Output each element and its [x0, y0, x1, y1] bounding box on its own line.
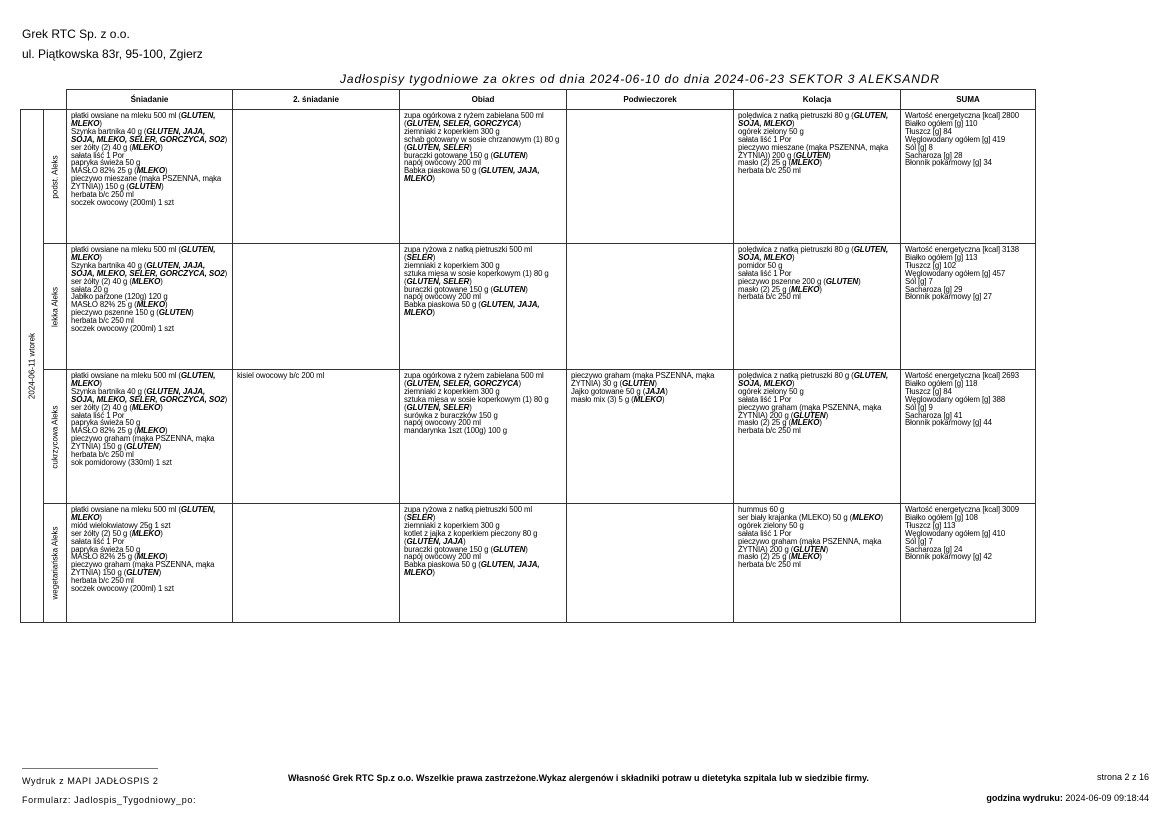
meal-cell-kolacja [734, 244, 901, 370]
meal-text: ) [164, 300, 168, 310]
allergen-text: MLEKO [136, 300, 165, 310]
page-number: strona 2 z 16 [1096, 772, 1149, 782]
meal-cell-podwieczorek [567, 504, 734, 623]
meal-text: ) [792, 378, 795, 388]
meal-text: ) [819, 418, 822, 428]
meal-cell-drugie [233, 504, 400, 623]
allergen-text: MLEKO [131, 528, 161, 538]
allergen-text: GLUTEN [128, 182, 162, 192]
allergen-text: GLUTEN [158, 308, 192, 318]
col-header-kolacja: Kolacja [734, 90, 901, 110]
meal-text: Sól [g] 7 [905, 536, 933, 546]
meal-text: sok pomidorowy (330ml) 1 szt [71, 457, 172, 467]
meal-text: ) [792, 118, 795, 128]
meal-text: polędwica z natką pietruszki 80 g ( [738, 111, 854, 120]
meal-text: ) [191, 308, 194, 318]
meal-text: ) [654, 378, 657, 388]
company-header [22, 24, 203, 64]
meal-text: Sól [g] 9 [905, 402, 933, 412]
meal-text: płatki owsiane na mleku 500 ml ( [71, 111, 181, 120]
allergen-text: GLUTEN, MLEKO [71, 505, 216, 522]
meal-text: ) [432, 252, 436, 262]
meal-text: ) [880, 512, 884, 522]
weekly-menu-table [20, 89, 1036, 623]
meal-text: ) [99, 252, 102, 262]
meal-cell-obiad [400, 110, 567, 244]
meal-text: Białko ogółem [g] 118 [905, 378, 978, 388]
meal-text: ) [224, 394, 228, 404]
meal-cell-obiad [400, 370, 567, 504]
meal-text: papryka świeża 50 g [71, 158, 141, 168]
meal-text: ) [469, 276, 472, 286]
meal-text: kisiel owocowy b/c 200 ml [237, 371, 325, 380]
meal-text: ) [819, 552, 822, 562]
meal-text: ) [432, 568, 435, 578]
allergen-text: MLEKO [791, 552, 820, 562]
meal-text: ) [662, 394, 665, 404]
meal-text: Szynka bartnika 40 g ( [71, 126, 147, 136]
document-title: Jadłospisy tygodniowe za okres od dnia 2024-06-10 do dnia 2024-06-23 SEKTOR 3 ALEKSANDR [340, 72, 940, 86]
meal-text: masło (2) 25 g ( [738, 418, 791, 428]
allergen-text: MLEKO [131, 142, 161, 152]
allergen-text: MLEKO [633, 394, 663, 404]
allergen-text: GLUTEN, JAJA [406, 536, 464, 546]
meal-text: ) [160, 528, 163, 538]
meal-text: ) [825, 410, 829, 420]
meal-text: ) [224, 268, 228, 278]
allergen-text: GLUTEN [793, 410, 826, 420]
allergen-text: GLUTEN, JAJA, MLEKO [404, 560, 540, 578]
allergen-text: GLUTEN, JAJA, SOJA, MLEKO, SELER, GORCZYCA, SO2 [71, 386, 225, 404]
meal-text: Wartość energetyczna [kcal] 3138 [905, 245, 1019, 254]
meal-text: Błonnik pokarmowy [g] 42 [905, 552, 992, 562]
meal-text: herbata b/c 250 ml [738, 560, 801, 570]
table-row [21, 110, 1036, 244]
meal-text: herbata b/c 250 ml [71, 576, 134, 586]
meal-text: masło (2) 25 g ( [738, 552, 791, 562]
ownership-notice: Własność Grek RTC Sp.z o.o. Wszelkie prawa zastrzeżone.Wykaz alergenów i składniki potraw u dietetyka szpitala lub w siedzibie firmy. [288, 773, 869, 783]
meal-cell-drugie [233, 370, 400, 504]
meal-text: zupa ogórkowa z ryżem zabielana 500 ml ( [404, 111, 544, 128]
allergen-text: GLUTEN, SELER, GORCZYCA [406, 118, 519, 128]
diet-cell [44, 110, 67, 244]
meal-text: ziemniaki z koperkiem 300 g [404, 386, 500, 396]
meal-text: ser żółty (2) 40 g ( [71, 276, 132, 286]
allergen-text: GLUTEN, SOJA, MLEKO [738, 371, 889, 388]
meal-text: ) [99, 378, 102, 388]
meal-text: Jajko gotowane 50 g ( [571, 386, 646, 396]
meal-text: ) [160, 402, 163, 412]
meal-text: Białko ogółem [g] 108 [905, 512, 978, 522]
meal-text: ) [164, 552, 168, 562]
meal-text: Sacharoza [g] 24 [905, 544, 963, 554]
form-name: Formularz: Jadlospis_Tygodniowy_po: [22, 795, 197, 805]
meal-text: Tłuszcz [g] 113 [905, 520, 956, 530]
meal-text: sztuka mięsa w sosie koperkowym (1) 80 g ( [404, 394, 549, 412]
meal-text: ) [518, 378, 521, 388]
meal-text: herbata b/c 250 ml [738, 292, 801, 302]
meal-text: ) [825, 544, 829, 554]
allergen-text: GLUTEN [622, 378, 655, 388]
meal-text: ) [99, 512, 102, 522]
meal-text: Węglowodany ogółem [g] 457 [905, 268, 1006, 278]
meal-text: ) [463, 536, 466, 546]
meal-text: papryka świeża 50 g [71, 418, 141, 428]
meal-text: sałata liść 1 Por [738, 394, 792, 404]
col-header-sniadanie: Śniadanie [67, 90, 233, 110]
allergen-text: GLUTEN, SELER [406, 142, 470, 152]
meal-text: ser żółty (2) 40 g ( [71, 402, 132, 412]
print-time-label: godzina wydruku: [986, 793, 1063, 803]
meal-cell-kolacja [734, 110, 901, 244]
meal-text: Sól [g] 7 [905, 276, 933, 286]
allergen-text: GLUTEN [825, 276, 859, 286]
meal-cell-sniadanie [67, 110, 233, 244]
meal-text: buraczki gotowane 150 g ( [404, 544, 493, 554]
meal-text: polędwica z natką pietruszki 80 g ( [738, 245, 854, 254]
meal-text: pieczywo graham (mąka PSZENNA, mąka ŻYTNIA) 150 g ( [71, 434, 215, 452]
meal-text: papryka świeża 50 g [71, 544, 141, 554]
meal-text: Babka piaskowa 50 g ( [404, 300, 481, 310]
meal-text: herbata b/c 250 ml [738, 166, 801, 176]
meal-cell-sniadanie [67, 504, 233, 623]
meal-text: Białko ogółem [g] 113 [905, 252, 978, 262]
allergen-text: GLUTEN, JAJA, SOJA, MLEKO, SELER, GORCZYCA, SO2 [71, 260, 225, 278]
meal-text: Węglowodany ogółem [g] 388 [905, 394, 1006, 404]
meal-text: ) [665, 386, 668, 396]
meal-text: ) [160, 142, 163, 152]
date-label: 2024-06-11 wtorek [27, 332, 37, 400]
meal-cell-suma [901, 110, 1036, 244]
meal-text: ) [828, 150, 831, 160]
meal-cell-suma [901, 504, 1036, 623]
allergen-text: MLEKO [791, 158, 820, 168]
meal-text: Błonnik pokarmowy [g] 34 [905, 158, 992, 168]
meal-text: ) [432, 512, 436, 522]
meal-text: sałata liść 1 Por [71, 536, 125, 546]
allergen-text: GLUTEN [126, 442, 159, 452]
meal-text: ) [518, 118, 521, 128]
meal-text: ) [525, 544, 528, 554]
meal-text: pieczywo graham (mąka PSZENNA, mąka ŻYTNIA) 150 g ( [71, 560, 215, 578]
allergen-text: MLEKO [791, 418, 820, 428]
meal-text: Szynka bartnika 40 g ( [71, 386, 147, 396]
meal-text: pieczywo pszenne 200 g ( [738, 276, 826, 286]
meal-text: masło mix (3) 5 g ( [571, 394, 634, 404]
allergen-text: MLEKO [136, 166, 165, 176]
meal-text: masło (2) 25 g ( [738, 284, 791, 294]
meal-text: ogórek zielony 50 g [738, 520, 804, 530]
allergen-text: GLUTEN, JAJA, MLEKO [404, 166, 540, 184]
meal-text: ) [99, 118, 102, 128]
diet-label: podst. Aleks [50, 154, 60, 199]
meal-text: pieczywo graham (mąka PSZENNA, mąka ŻYTNIA) 200 g ( [738, 536, 882, 554]
meal-text: Wartość energetyczna [kcal] 3009 [905, 505, 1019, 514]
allergen-text: MLEKO [136, 552, 165, 562]
meal-text: ) [224, 134, 228, 144]
meal-text: płatki owsiane na mleku 500 ml ( [71, 505, 181, 514]
meal-text: Jabłko parzone (120g) 120 g [71, 292, 168, 302]
allergen-text: GLUTEN [126, 568, 159, 578]
allergen-text: GLUTEN [492, 544, 526, 554]
meal-text: ziemniaki z koperkiem 300 g [404, 126, 500, 136]
meal-text: pieczywo mieszane (mąka PSZENNA, mąka ŻYTNIA)) 200 g ( [738, 142, 889, 160]
footer-left [22, 772, 196, 810]
meal-text: ser biały krajanka (MLEKO) 50 g ( [738, 512, 853, 522]
meal-text: ogórek zielony 50 g [738, 126, 804, 136]
allergen-text: GLUTEN, SELER [406, 276, 470, 286]
col-header-podwieczorek: Podwieczorek [567, 90, 734, 110]
diet-cell [44, 504, 67, 623]
diet-label: lekka Aleks [50, 286, 60, 327]
meal-cell-obiad [400, 504, 567, 623]
allergen-text: GLUTEN [492, 150, 526, 160]
col-header-suma: SUMA [901, 90, 1036, 110]
header-spacer [44, 90, 67, 110]
table-row [21, 244, 1036, 370]
diet-cell [44, 370, 67, 504]
allergen-text: MLEKO [131, 402, 161, 412]
meal-text: soczek owocowy (200ml) 1 szt [71, 197, 174, 207]
meal-text: surówka z buraczków 150 g [404, 410, 498, 420]
meal-text: sałata liść 1 Por [738, 268, 792, 278]
meal-text: ogórek zielony 50 g [738, 386, 804, 396]
allergen-text: SELER [406, 252, 433, 262]
meal-text: Tłuszcz [g] 84 [905, 126, 952, 136]
meal-text: MASŁO 82% 25 g ( [71, 552, 137, 562]
meal-text: ser żółty (2) 50 g ( [71, 528, 132, 538]
meal-text: zupa ryżowa z natką pietruszki 500 ml ( [404, 245, 533, 262]
meal-text: ) [164, 166, 168, 176]
allergen-text: MLEKO [791, 284, 820, 294]
meal-text: MASŁO 82% 25 g ( [71, 166, 137, 176]
meal-text: ) [160, 276, 163, 286]
meal-cell-kolacja [734, 504, 901, 623]
allergen-text: GLUTEN [793, 544, 826, 554]
meal-text: płatki owsiane na mleku 500 ml ( [71, 245, 181, 254]
allergen-text: GLUTEN, SOJA, MLEKO [738, 111, 889, 128]
meal-text: mandarynka 1szt (100g) 100 g [404, 426, 507, 436]
meal-cell-podwieczorek [567, 244, 734, 370]
meal-cell-obiad [400, 244, 567, 370]
table-row [21, 370, 1036, 504]
meal-text: ) [158, 568, 162, 578]
meal-text: sałata liść 1 Por [71, 410, 125, 420]
meal-cell-suma [901, 370, 1036, 504]
meal-text: ) [525, 284, 528, 294]
meal-text: Błonnik pokarmowy [g] 44 [905, 418, 992, 428]
meal-text: MASŁO 82% 25 g ( [71, 426, 137, 436]
meal-text: Sacharoza [g] 29 [905, 284, 963, 294]
meal-text: Sacharoza [g] 41 [905, 410, 963, 420]
meal-text: ziemniaki z koperkiem 300 g [404, 520, 500, 530]
meal-text: ) [858, 276, 861, 286]
meal-text: ) [469, 402, 472, 412]
meal-text: kotlet z jajka z koperkiem pieczony 80 g ( [404, 528, 538, 546]
diet-cell [44, 244, 67, 370]
meal-text: Wartość energetyczna [kcal] 2693 [905, 371, 1019, 380]
meal-cell-podwieczorek [567, 110, 734, 244]
meal-text: sztuka mięsa w sosie koperkowym (1) 80 g ( [404, 268, 549, 286]
meal-cell-sniadanie [67, 370, 233, 504]
print-time-value: 2024-06-09 09:18:44 [1065, 793, 1149, 803]
meal-text: ser żółty (2) 40 g ( [71, 142, 132, 152]
meal-text: ) [819, 158, 822, 168]
meal-text: napój owocowy 200 ml [404, 292, 481, 302]
meal-text: ) [432, 174, 435, 184]
allergen-text: GLUTEN [795, 150, 829, 160]
meal-text: Tłuszcz [g] 84 [905, 386, 952, 396]
meal-text: pomidor 50 g [738, 260, 783, 270]
diet-label: wegetariańska Aleks [50, 526, 60, 600]
meal-text: Szynka bartnika 40 g ( [71, 260, 147, 270]
company-address: ul. Piątkowska 83r, 95-100, Zgierz [22, 47, 203, 61]
meal-text: herbata b/c 250 ml [71, 190, 134, 200]
allergen-text: GLUTEN, MLEKO [71, 245, 216, 262]
meal-text: soczek owocowy (200ml) 1 szt [71, 324, 174, 334]
meal-text: sałata 20 g [71, 284, 109, 294]
meal-text: ) [161, 182, 164, 192]
allergen-text: MLEKO [852, 512, 881, 522]
date-cell [21, 110, 44, 623]
meal-text: ) [432, 308, 435, 318]
meal-text: pieczywo mieszane (mąka PSZENNA, mąka ŻYTNIA)) 150 g ( [71, 174, 222, 192]
meal-text: soczek owocowy (200ml) 1 szt [71, 584, 174, 594]
col-header-drugie-sniadanie: 2. śniadanie [233, 90, 400, 110]
col-header-obiad: Obiad [400, 90, 567, 110]
meal-text: zupa ogórkowa z ryżem zabielana 500 ml ( [404, 371, 544, 388]
meal-text: miód wielokwiatowy 25g 1 szt [71, 520, 171, 530]
meal-text: masło (2) 25 g ( [738, 158, 791, 168]
meal-text: sałata liść 1 Por [738, 528, 792, 538]
meal-text: sałata liść 1 Por [71, 150, 125, 160]
diet-label: cukrzycowa Aleks [50, 404, 60, 469]
meal-text: herbata b/c 250 ml [738, 426, 801, 436]
meal-text: Sól [g] 8 [905, 142, 933, 152]
meal-text: hummus 60 g [738, 505, 785, 514]
allergen-text: GLUTEN, SOJA, MLEKO [738, 245, 889, 262]
meal-text: ) [164, 426, 168, 436]
allergen-text: GLUTEN, JAJA, SOJA, MLEKO, SELER, GORCZYCA, SO2 [71, 126, 225, 144]
allergen-text: GLUTEN, SELER, GORCZYCA [406, 378, 519, 388]
header-spacer [21, 90, 44, 110]
company-name: Grek RTC Sp. z o.o. [22, 27, 130, 41]
meal-text: pieczywo pszenne 150 g ( [71, 308, 159, 318]
meal-text: ) [158, 442, 162, 452]
meal-cell-suma [901, 244, 1036, 370]
meal-cell-kolacja [734, 370, 901, 504]
meal-text: ) [469, 142, 472, 152]
table-row [21, 504, 1036, 623]
meal-text: Wartość energetyczna [kcal] 2800 [905, 111, 1019, 120]
meal-text: ) [792, 252, 795, 262]
meal-text: polędwica z natką pietruszki 80 g ( [738, 371, 854, 380]
meal-text: Tłuszcz [g] 102 [905, 260, 956, 270]
meal-text: Węglowodany ogółem [g] 419 [905, 134, 1006, 144]
meal-cell-drugie [233, 110, 400, 244]
meal-text: buraczki gotowane 150 g ( [404, 150, 493, 160]
meal-text: pieczywo graham (mąka PSZENNA, mąka ŻYTNIA) 30 g ( [571, 371, 715, 388]
meal-text: napój owocowy 200 ml [404, 158, 481, 168]
meal-text: herbata b/c 250 ml [71, 316, 134, 326]
meal-text: MASŁO 82% 25 g ( [71, 300, 137, 310]
print-source: Wydruk z MAPI JADŁOSPIS 2 [22, 776, 159, 786]
allergen-text: MLEKO [136, 426, 165, 436]
allergen-text: JAJA [645, 386, 666, 396]
meal-text: zupa ryżowa z natką pietruszki 500 ml ( [404, 505, 533, 522]
meal-text: napój owocowy 200 ml [404, 418, 481, 428]
meal-cell-podwieczorek [567, 370, 734, 504]
allergen-text: SELER [406, 512, 433, 522]
meal-text: napój owocowy 200 ml [404, 552, 481, 562]
meal-text: Węglowodany ogółem [g] 410 [905, 528, 1006, 538]
meal-text: sałata liść 1 Por [738, 134, 792, 144]
allergen-text: GLUTEN, SELER [406, 402, 470, 412]
allergen-text: GLUTEN, MLEKO [71, 371, 216, 388]
meal-text: Białko ogółem [g] 110 [905, 118, 978, 128]
meal-text: schab gotowany w sosie chrzanowym (1) 80 g ( [404, 134, 560, 152]
table-header-row [21, 90, 1036, 110]
meal-cell-drugie [233, 244, 400, 370]
meal-text: ) [525, 150, 528, 160]
allergen-text: MLEKO [131, 276, 161, 286]
meal-text: ziemniaki z koperkiem 300 g [404, 260, 500, 270]
meal-text: buraczki gotowane 150 g ( [404, 284, 493, 294]
meal-text: pieczywo graham (mąka PSZENNA, mąka ŻYTNIA) 200 g ( [738, 402, 882, 420]
allergen-text: GLUTEN [492, 284, 526, 294]
meal-text: Babka piaskowa 50 g ( [404, 560, 481, 570]
meal-text: Sacharoza [g] 28 [905, 150, 963, 160]
allergen-text: GLUTEN, JAJA, MLEKO [404, 300, 540, 318]
footer-divider [22, 768, 158, 769]
meal-text: ) [819, 284, 822, 294]
allergen-text: GLUTEN, MLEKO [71, 111, 216, 128]
meal-cell-sniadanie [67, 244, 233, 370]
print-timestamp [986, 793, 1149, 803]
meal-text: Babka piaskowa 50 g ( [404, 166, 481, 176]
meal-text: Błonnik pokarmowy [g] 27 [905, 292, 992, 302]
meal-text: herbata b/c 250 ml [71, 450, 134, 460]
meal-text: płatki owsiane na mleku 500 ml ( [71, 371, 181, 380]
